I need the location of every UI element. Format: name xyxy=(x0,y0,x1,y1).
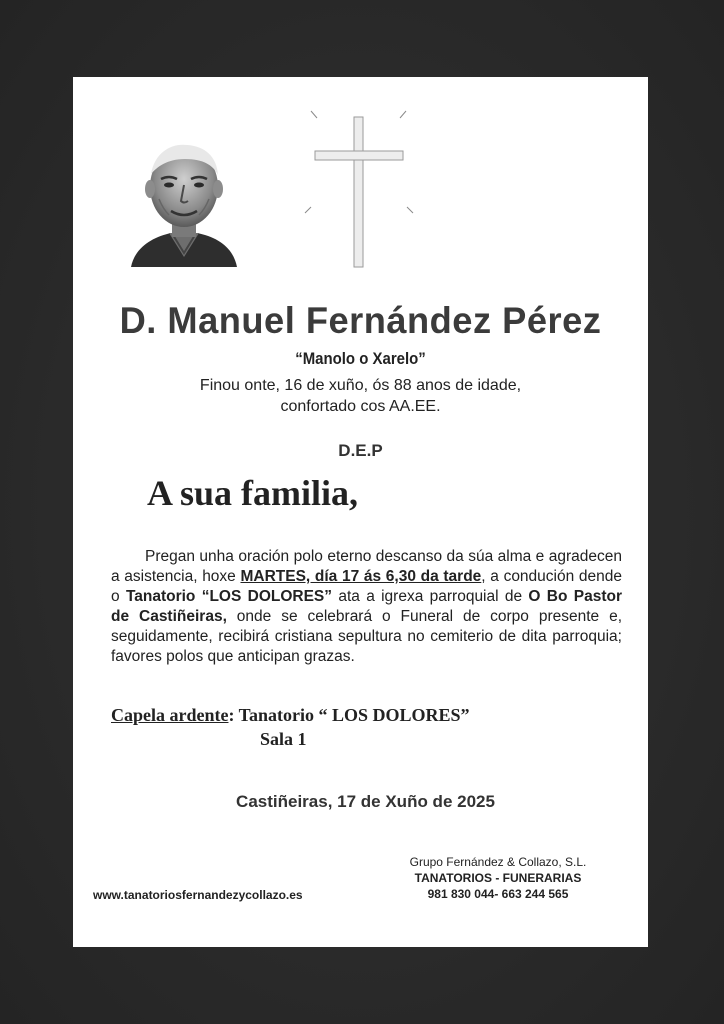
dep-label: D.E.P xyxy=(338,441,383,460)
body-text-1: Pregan unha oración polo eterno descanso da súa alma e agradecen a asistencia, hoxe xyxy=(111,548,622,585)
body-paragraph xyxy=(111,547,622,667)
death-notice-line-1: Finou onte, 16 de xuño, ós 88 anos de idade, xyxy=(199,377,522,394)
ceremony-date-time: MARTES, día 17 ás 6,30 da tarde xyxy=(240,568,482,585)
company-phones: 981 830 044- 663 244 565 xyxy=(427,887,569,901)
chapel-info xyxy=(111,703,470,751)
deceased-nickname: “Manolo o Xarelo” xyxy=(295,349,426,368)
body-text-3: ata a igrexa parroquial de xyxy=(332,588,529,605)
body-text-4: onde se celebrará o Funeral de corpo presente e, seguidamente, recibirá cristiana sepultura no cemiterio de dita parroquia; favores polos que anticipan grazas. xyxy=(111,608,622,665)
obituary-sheet xyxy=(73,77,648,947)
deceased-portrait-photo xyxy=(129,129,239,274)
funeral-home-name: Tanatorio “LOS DOLORES” xyxy=(125,588,333,605)
company-services: TANATORIOS - FUNERARIAS xyxy=(414,871,582,885)
cross-icon xyxy=(301,109,421,269)
place-and-date: Castiñeiras, 17 de Xuño de 2025 xyxy=(236,792,495,811)
chapel-place: : Tanatorio “ LOS DOLORES” xyxy=(228,705,470,725)
family-heading: A sua familia, xyxy=(147,473,359,513)
body-text-2: , a condución dende o xyxy=(111,568,623,605)
chapel-room: Sala 1 xyxy=(260,729,307,749)
parish-name: O Bo Pastor de Castiñeiras, xyxy=(111,588,622,625)
company-name: Grupo Fernández & Collazo, S.L. xyxy=(409,855,587,869)
death-notice-line-2: confortado cos AA.EE. xyxy=(280,398,441,415)
website-link[interactable]: www.tanatoriosfernandezycollazo.es xyxy=(93,888,303,902)
deceased-name: D. Manuel Fernández Pérez xyxy=(119,300,602,341)
death-notice xyxy=(73,375,648,417)
chapel-label: Capela ardente xyxy=(111,705,229,725)
company-info xyxy=(373,854,623,902)
